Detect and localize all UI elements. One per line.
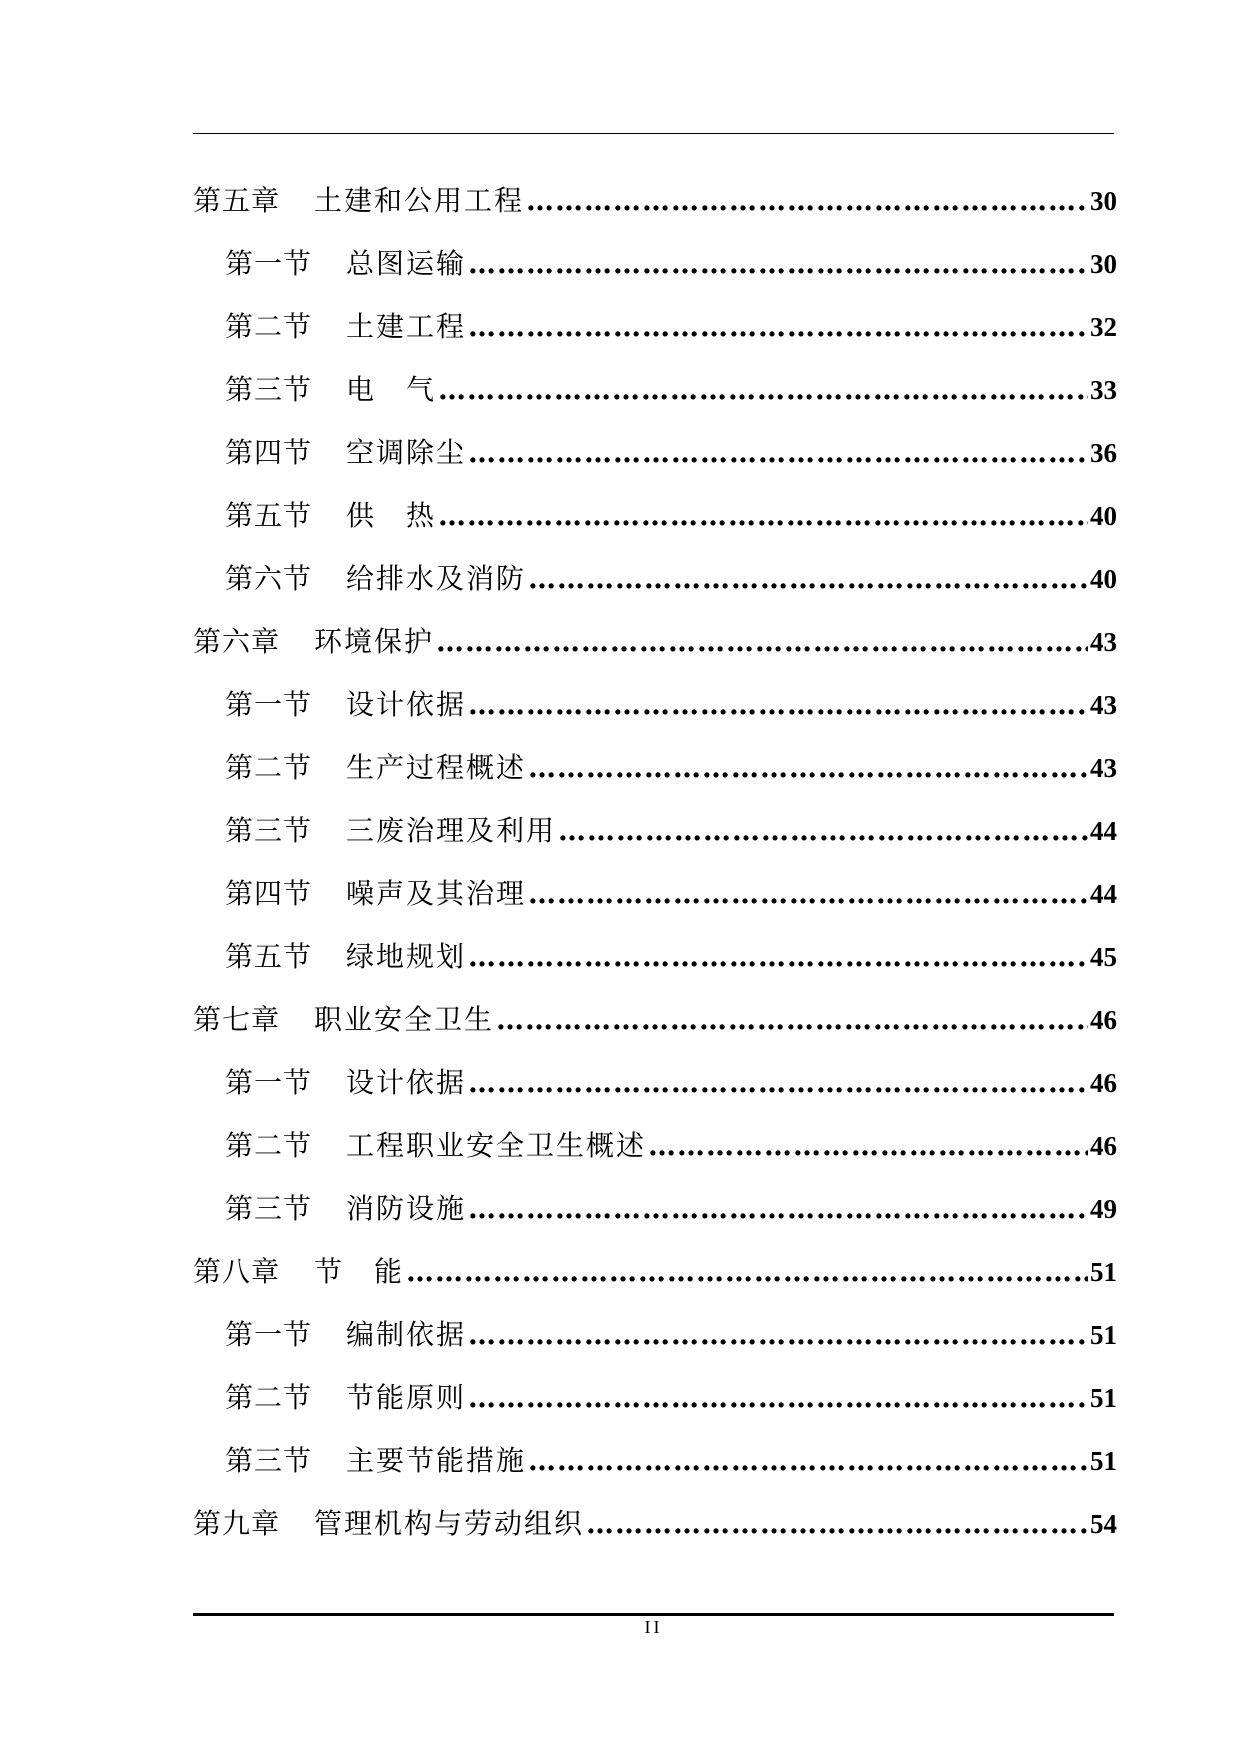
toc-section-entry[interactable] <box>193 683 1117 746</box>
toc-entry-number: 第一节 <box>225 247 313 280</box>
toc-entry-label <box>225 1376 466 1416</box>
toc-entry-number: 第八章 <box>193 1255 281 1288</box>
toc-entry-page: 43 <box>1090 690 1117 720</box>
footer-page-number: II <box>644 1617 663 1637</box>
toc-section-entry[interactable] <box>193 935 1117 998</box>
toc-dot-leader <box>528 877 1088 910</box>
toc-entry-title: 噪声及其治理 <box>346 877 527 910</box>
toc-entry-number: 第六节 <box>225 562 313 595</box>
toc-entry-page: 30 <box>1090 249 1117 279</box>
toc-entry-number: 第六章 <box>193 625 281 658</box>
toc-entry-page: 40 <box>1090 564 1117 594</box>
toc-dot-leader <box>438 499 1088 532</box>
toc-entry-number: 第三节 <box>225 373 313 406</box>
toc-section-entry[interactable] <box>193 1376 1117 1439</box>
toc-entry-number: 第七章 <box>193 1003 281 1036</box>
toc-dot-leader <box>468 1318 1088 1351</box>
toc-chapter-entry[interactable] <box>193 998 1117 1061</box>
footer-rule <box>193 1613 1114 1616</box>
toc-entry-page: 46 <box>1090 1068 1117 1098</box>
toc-dot-leader <box>468 1381 1088 1414</box>
toc-dot-leader <box>558 814 1088 847</box>
toc-section-entry[interactable] <box>193 1061 1117 1124</box>
toc-entry-page: 33 <box>1090 375 1117 405</box>
toc-entry-title: 编制依据 <box>346 1318 467 1351</box>
toc-dot-leader <box>528 1444 1088 1477</box>
toc-entry-title: 管理机构与劳动组织 <box>314 1507 585 1540</box>
toc-entry-label <box>193 998 494 1038</box>
toc-section-entry[interactable] <box>193 1124 1117 1187</box>
toc-entry-number: 第一节 <box>225 1318 313 1351</box>
toc-entry-label <box>193 1250 404 1290</box>
toc-entry-number: 第五节 <box>225 940 313 973</box>
toc-entry-page: 51 <box>1090 1446 1117 1476</box>
toc-entry-number: 第九章 <box>193 1507 281 1540</box>
toc-entry-title: 电 气 <box>346 373 437 406</box>
toc-section-entry[interactable] <box>193 242 1117 305</box>
toc-entry-page: 45 <box>1090 942 1117 972</box>
toc-entry-page: 46 <box>1090 1005 1117 1035</box>
toc-entry-number: 第一节 <box>225 1066 313 1099</box>
toc-entry-number: 第四节 <box>225 877 313 910</box>
toc-entry-title: 职业安全卫生 <box>314 1003 495 1036</box>
toc-dot-leader <box>648 1129 1088 1162</box>
toc-entry-title: 主要节能措施 <box>346 1444 527 1477</box>
toc-chapter-entry[interactable] <box>193 179 1117 242</box>
toc-dot-leader <box>586 1507 1088 1540</box>
toc-section-entry[interactable] <box>193 809 1117 872</box>
toc-entry-label <box>225 872 526 912</box>
toc-entry-label <box>193 620 434 660</box>
toc-entry-page: 43 <box>1090 753 1117 783</box>
toc-dot-leader <box>496 1003 1088 1036</box>
toc-dot-leader <box>468 1066 1088 1099</box>
toc-dot-leader <box>528 562 1088 595</box>
toc-entry-number: 第四节 <box>225 436 313 469</box>
toc-entry-page: 49 <box>1090 1194 1117 1224</box>
toc-entry-label <box>225 242 466 282</box>
toc-entry-page: 40 <box>1090 501 1117 531</box>
toc-entry-number: 第二节 <box>225 310 313 343</box>
toc-dot-leader <box>468 940 1088 973</box>
toc-entry-title: 土建和公用工程 <box>314 184 525 217</box>
toc-dot-leader <box>468 1192 1088 1225</box>
toc-entry-number: 第二节 <box>225 1381 313 1414</box>
toc-dot-leader <box>468 688 1088 721</box>
toc-entry-title: 设计依据 <box>346 1066 467 1099</box>
toc-entry-page: 44 <box>1090 879 1117 909</box>
toc-dot-leader <box>468 310 1088 343</box>
toc-entry-title: 环境保护 <box>314 625 435 658</box>
toc-entry-title: 消防设施 <box>346 1192 467 1225</box>
toc-entry-label <box>225 557 526 597</box>
toc-entry-label <box>225 1439 526 1479</box>
toc-entry-label <box>225 1187 466 1227</box>
toc-entry-title: 设计依据 <box>346 688 467 721</box>
toc-section-entry[interactable] <box>193 1313 1117 1376</box>
toc-dot-leader <box>406 1255 1088 1288</box>
toc-entry-page: 36 <box>1090 438 1117 468</box>
toc-section-entry[interactable] <box>193 431 1117 494</box>
toc-section-entry[interactable] <box>193 305 1117 368</box>
toc-dot-leader <box>436 625 1088 658</box>
toc-section-entry[interactable] <box>193 1439 1117 1502</box>
toc-entry-title: 三废治理及利用 <box>346 814 557 847</box>
toc-entry-page: 54 <box>1090 1509 1117 1539</box>
toc-entry-title: 工程职业安全卫生概述 <box>346 1129 647 1162</box>
toc-entry-label <box>193 179 524 219</box>
toc-entry-label <box>225 1061 466 1101</box>
toc-entry-title: 节 能 <box>314 1255 405 1288</box>
toc-entry-label <box>225 746 526 786</box>
toc-entry-label <box>225 305 466 345</box>
toc-entry-number: 第二节 <box>225 751 313 784</box>
toc-dot-leader <box>528 751 1088 784</box>
header-rule <box>193 133 1114 134</box>
toc-entry-page: 51 <box>1090 1320 1117 1350</box>
toc-entry-label <box>225 431 466 471</box>
toc-entry-label <box>225 683 466 723</box>
toc-entry-number: 第三节 <box>225 1192 313 1225</box>
toc-chapter-entry[interactable] <box>193 1250 1117 1313</box>
toc-dot-leader <box>526 184 1088 217</box>
toc-entry-page: 46 <box>1090 1131 1117 1161</box>
toc-dot-leader <box>438 373 1088 406</box>
toc-entry-page: 44 <box>1090 816 1117 846</box>
toc-entry-number: 第二节 <box>225 1129 313 1162</box>
toc-entry-number: 第一节 <box>225 688 313 721</box>
toc-entry-label <box>225 935 466 975</box>
toc-entry-title: 供 热 <box>346 499 437 532</box>
toc-entry-title: 土建工程 <box>346 310 467 343</box>
toc-entry-number: 第五章 <box>193 184 281 217</box>
toc-entry-label <box>225 1124 646 1164</box>
toc-chapter-entry[interactable] <box>193 1502 1117 1565</box>
toc-dot-leader <box>468 436 1088 469</box>
toc-entry-label <box>225 494 436 534</box>
toc-entry-title: 总图运输 <box>346 247 467 280</box>
toc-dot-leader <box>468 247 1088 280</box>
toc-entry-number: 第三节 <box>225 1444 313 1477</box>
toc-section-entry[interactable] <box>193 746 1117 809</box>
toc-section-entry[interactable] <box>193 1187 1117 1250</box>
toc-entry-page: 30 <box>1090 186 1117 216</box>
toc-entry-page: 43 <box>1090 627 1117 657</box>
table-of-contents <box>193 179 1117 1565</box>
toc-entry-page: 32 <box>1090 312 1117 342</box>
toc-entry-label <box>225 809 556 849</box>
toc-section-entry[interactable] <box>193 494 1117 557</box>
toc-entry-label <box>225 1313 466 1353</box>
toc-entry-number: 第五节 <box>225 499 313 532</box>
toc-entry-label <box>193 1502 584 1542</box>
toc-entry-title: 节能原则 <box>346 1381 467 1414</box>
toc-chapter-entry[interactable] <box>193 620 1117 683</box>
toc-entry-title: 绿地规划 <box>346 940 467 973</box>
toc-entry-title: 空调除尘 <box>346 436 467 469</box>
toc-section-entry[interactable] <box>193 368 1117 431</box>
toc-entry-title: 生产过程概述 <box>346 751 527 784</box>
toc-section-entry[interactable] <box>193 872 1117 935</box>
toc-entry-number: 第三节 <box>225 814 313 847</box>
toc-entry-title: 给排水及消防 <box>346 562 527 595</box>
toc-entry-page: 51 <box>1090 1257 1117 1287</box>
toc-section-entry[interactable] <box>193 557 1117 620</box>
toc-entry-page: 51 <box>1090 1383 1117 1413</box>
toc-entry-label <box>225 368 436 408</box>
